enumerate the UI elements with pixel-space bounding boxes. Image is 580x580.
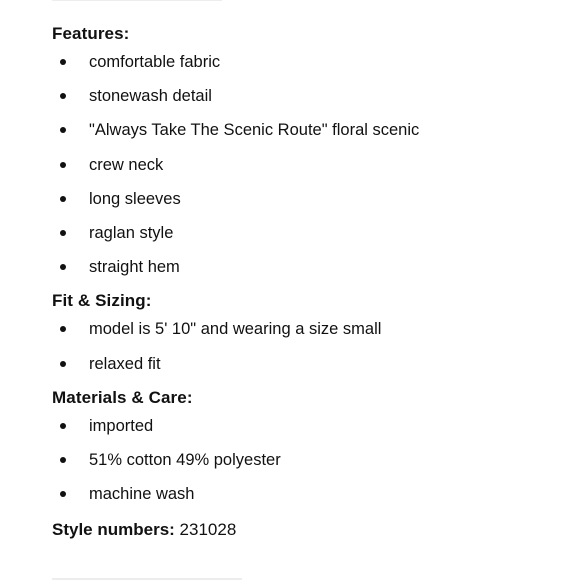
list-item: raglan style bbox=[52, 221, 562, 255]
bullet-icon bbox=[60, 93, 66, 99]
bullet-icon bbox=[60, 326, 66, 332]
features-heading: Features: bbox=[52, 24, 130, 43]
list-item: straight hem bbox=[52, 255, 562, 289]
bullet-icon bbox=[60, 264, 66, 270]
list-item: stonewash detail bbox=[52, 84, 562, 118]
list-item: comfortable fabric bbox=[52, 50, 562, 84]
list-item: "Always Take The Scenic Route" floral scenic bbox=[52, 118, 562, 152]
product-details bbox=[52, 22, 562, 542]
bullet-icon bbox=[60, 491, 66, 497]
style-numbers bbox=[52, 518, 562, 542]
features-list bbox=[52, 50, 562, 289]
list-item: crew neck bbox=[52, 153, 562, 187]
bullet-icon bbox=[60, 423, 66, 429]
list-item: 51% cotton 49% polyester bbox=[52, 448, 562, 482]
bullet-icon bbox=[60, 127, 66, 133]
bullet-icon bbox=[60, 457, 66, 463]
materials-care-heading: Materials & Care: bbox=[52, 387, 193, 407]
list-item: machine wash bbox=[52, 482, 562, 516]
bullet-icon bbox=[60, 196, 66, 202]
bullet-icon bbox=[60, 230, 66, 236]
top-divider bbox=[52, 0, 222, 1]
bullet-icon bbox=[60, 59, 66, 65]
style-numbers-label: Style numbers: bbox=[52, 520, 175, 540]
fit-sizing-heading: Fit & Sizing: bbox=[52, 291, 152, 311]
style-numbers-value: 231028 bbox=[179, 520, 237, 540]
bullet-icon bbox=[60, 162, 66, 168]
list-item: imported bbox=[52, 414, 562, 448]
list-item: long sleeves bbox=[52, 187, 562, 221]
list-item: model is 5' 10" and wearing a size small bbox=[52, 317, 562, 351]
materials-care-list bbox=[52, 414, 562, 517]
fit-sizing-list bbox=[52, 317, 562, 385]
list-item: relaxed fit bbox=[52, 352, 562, 386]
bullet-icon bbox=[60, 361, 66, 367]
